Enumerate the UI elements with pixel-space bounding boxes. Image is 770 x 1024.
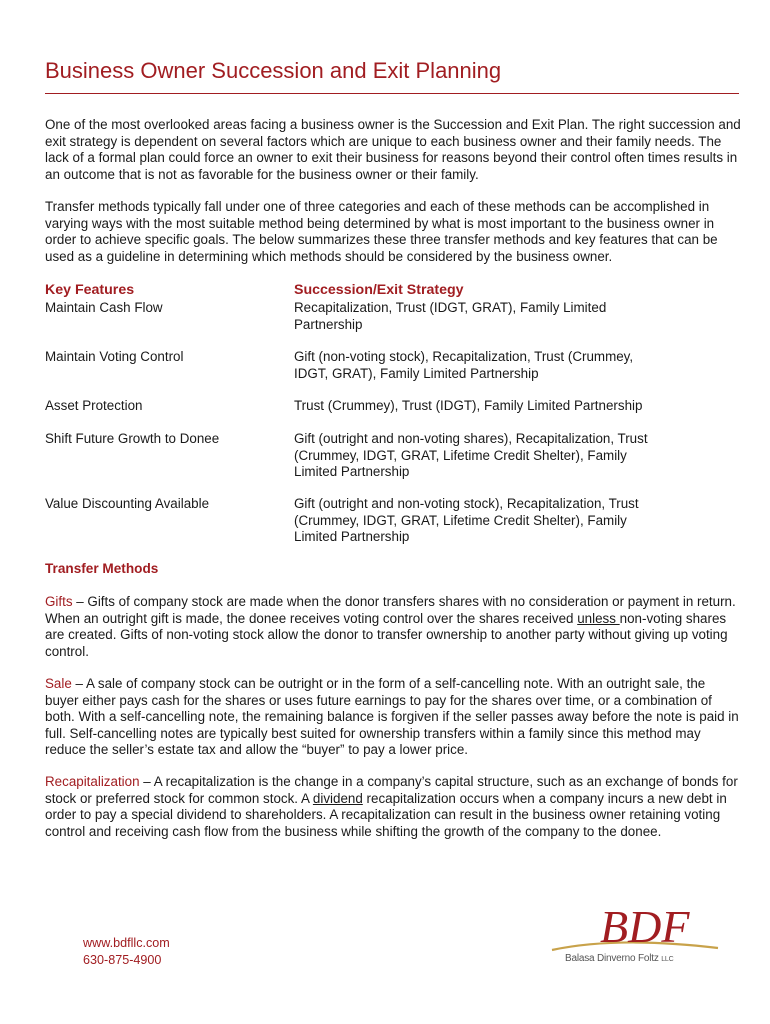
recap-text-b: recapitalization occurs when a company incurs a new debt in order to pay a special dividend to shareholders. A recapitalization can result in the business owner retaining voting control and receiving cash flow from the business while shifting the growth of the company to the donee. (45, 790, 727, 839)
logo-company-name: Balasa Dinverno Foltz LLC (565, 953, 674, 964)
strategy-cell: Trust (Crummey), Trust (IDGT), Family Limited Partnership (294, 398, 643, 413)
strategy-cell: Recapitalization, Trust (IDGT, GRAT), Family Limited Partnership (294, 300, 607, 332)
sale-paragraph (45, 676, 741, 759)
feature-cell: Maintain Cash Flow (45, 300, 163, 315)
page-title: Business Owner Succession and Exit Planning (45, 58, 502, 83)
recap-lead: Recapitalization (45, 774, 140, 789)
recap-paragraph (45, 774, 741, 840)
strategy-cell: Gift (non-voting stock), Recapitalization, Trust (Crummey, IDGT, GRAT), Family Limited Partnership (294, 349, 634, 381)
feature-cell: Value Discounting Available (45, 496, 210, 511)
recap-text-a: – A recapitalization is the change in a company’s capital structure, such as an exchange of bonds for stock or preferred stock for common stock. A (45, 774, 738, 806)
gifts-text-b: non-voting shares are created. Gifts of non-voting stock allow the donor to transfer ownership to another party without giving up voting control. (45, 610, 728, 659)
sale-lead: Sale (45, 676, 72, 691)
feature-cell: Shift Future Growth to Donee (45, 431, 220, 446)
title-divider (45, 93, 739, 94)
strategy-cell: Gift (outright and non-voting stock), Recapitalization, Trust (Crummey, IDGT, GRAT, Lifetime Credit Shelter), Family Limited Partnership (294, 496, 639, 545)
recap-underlined: dividend (312, 790, 363, 806)
logo-mark: BDF (600, 901, 690, 952)
intro-paragraph-1: One of the most overlooked areas facing a business owner is the Succession and Exit Plan. The right succession and exit strategy is dependent on several factors which are unique to each business owner and their family needs. The lack of a formal plan could force an owner to exit their business for reasons beyond their control often times results in an outcome that is not as favorable for the business owner or their family. (45, 117, 741, 182)
gifts-text-a: – Gifts of company stock are made when the donor transfers shares with no consideration or payment in return. When an outright gift is made, the donee receives voting control over the shares received (45, 594, 736, 626)
feature-cell: Maintain Voting Control (45, 349, 184, 364)
website-link[interactable]: www.bdfllc.com (83, 936, 170, 950)
strategy-heading: Succession/Exit Strategy (294, 282, 464, 298)
gifts-lead: Gifts (45, 594, 73, 609)
gifts-underlined: unless (577, 610, 620, 626)
key-features-heading: Key Features (45, 282, 135, 298)
gifts-paragraph (45, 594, 741, 660)
feature-cell: Asset Protection (45, 398, 143, 413)
transfer-methods-heading: Transfer Methods (45, 561, 159, 576)
strategy-cell: Gift (outright and non-voting shares), Recapitalization, Trust (Crummey, IDGT, GRAT, Lifetime Credit Shelter), Family Limited Partnership (294, 431, 648, 480)
intro-paragraph-2: Transfer methods typically fall under one of three categories and each of these methods can be accomplished in varying ways with the most suitable method being determined by what is most important to the business owner in order to achieve specific goals. The below summarizes these three transfer methods and key features that can be used as a guideline in determining which methods should be considered by the business owner. (45, 199, 718, 264)
phone-number: 630-875-4900 (83, 953, 162, 967)
sale-text: – A sale of company stock can be outright or in the form of a self-cancelling note. With an outright sale, the buyer either pays cash for the shares or uses future earnings to pay for the shares over time, or a combination of both. With a self-cancelling note, the remaining balance is forgiven if the seller passes away before the note is paid in full. Self-cancelling notes are typically best suited for ownership transfers within a family since this method may reduce the seller’s estate tax and allow the “buyer” to pay a lower price. (45, 676, 739, 758)
